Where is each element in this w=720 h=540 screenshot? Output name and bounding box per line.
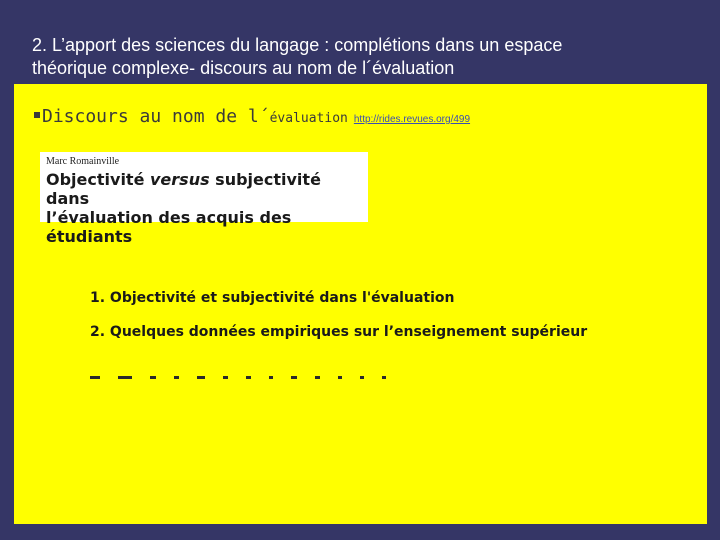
toc-item: 2. Quelques données empiriques sur l’enseignement supérieur	[90, 324, 588, 340]
article-title	[46, 170, 362, 246]
slide-title-line-1: 2. L’apport des sciences du langage : complétions dans un espace	[32, 35, 563, 55]
article-author: Marc Romainville	[46, 156, 120, 167]
bullet-text-small: évaluation	[269, 111, 348, 126]
article-title-emphasis: versus	[150, 170, 210, 189]
article-header-clip	[40, 152, 368, 246]
table-of-contents	[90, 290, 587, 358]
source-link[interactable]: http://rides.revues.org/499	[353, 114, 471, 125]
toc-item: 1. Objectivité et subjectivité dans l'évaluation	[90, 290, 455, 306]
article-title-line2: l’évaluation des acquis des étudiants	[46, 208, 292, 246]
bullet-item	[34, 106, 470, 127]
slide-title-line-2: théorique complexe- discours au nom de l´évaluation	[32, 58, 455, 78]
bullet-text-main: Discours au nom de l´	[42, 106, 270, 127]
toc-item-truncated	[90, 372, 450, 380]
slide-title	[32, 34, 692, 80]
article-title-part1: Objectivité	[46, 170, 150, 189]
article-title-part2: subjectivité dans	[46, 170, 321, 208]
content-panel	[14, 84, 707, 524]
bullet-icon	[34, 112, 40, 118]
